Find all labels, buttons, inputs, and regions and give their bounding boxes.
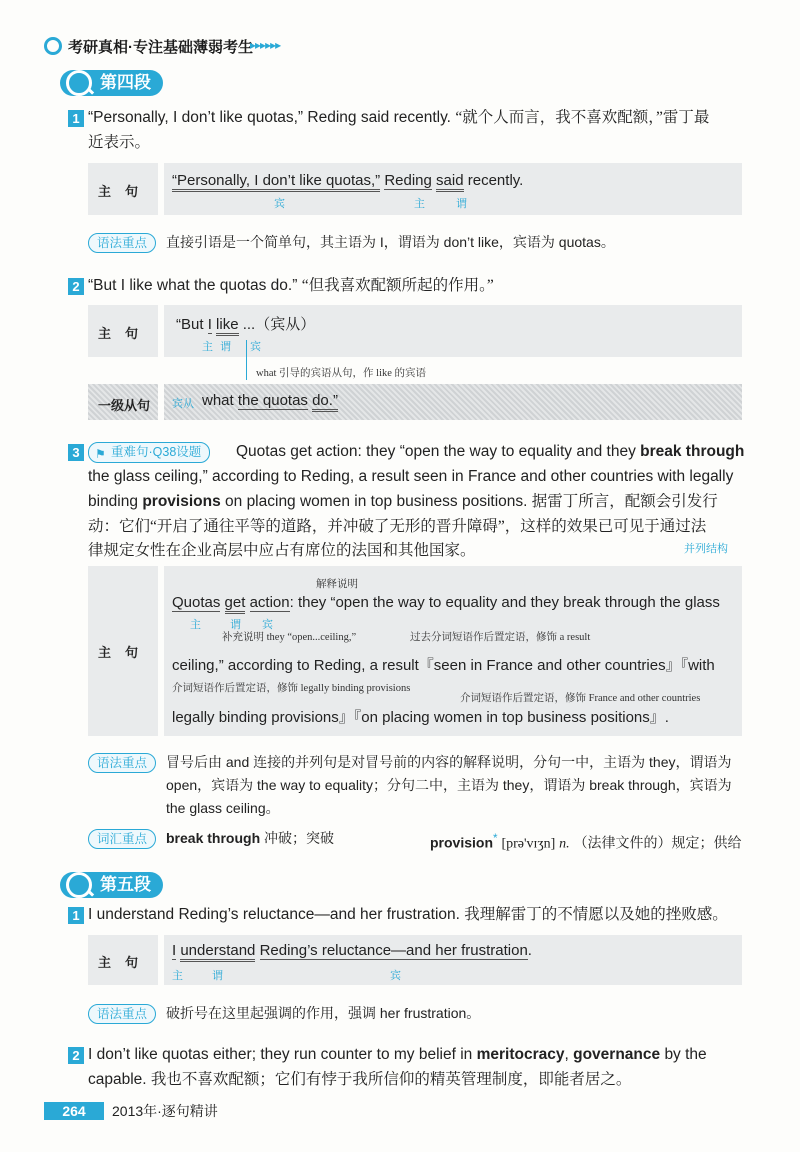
sentence-text: “But I like what the quotas do.” “但我喜欢配额所起的作用。” [88, 277, 494, 294]
grammar-note: the glass ceiling。 [166, 800, 280, 816]
section-tag-4: 第四段 [60, 70, 163, 96]
sentence-text-line2: capable. 我也不喜欢配额；它们有悖于我所信仰的精英管理制度，即能者居之。 [88, 1071, 632, 1088]
role-predicate: 谓 [230, 619, 241, 631]
box-label-cell: 一级从句 [88, 384, 158, 420]
analysis-box [164, 305, 742, 357]
sentence-translation: 律规定女性在企业高层中应占有席位的法国和其他国家。 [88, 542, 476, 559]
sentence-text-line1: Quotas get action: they “open the way to equality and they break through [236, 443, 745, 460]
analysis-box [164, 566, 742, 736]
past-participle-note: 过去分词短语作后置定语，修饰 a result [410, 632, 591, 643]
sentence-number: 2 [68, 1047, 84, 1064]
sentence-translation: 动：它们“开启了通往平等的道路，并冲破了无形的晋升障碍”，这样的效果已可见于通过法 [88, 518, 707, 535]
role-subject: 主 [414, 198, 425, 210]
sentence-text: I understand Reding’s reluctance—and her frustration. 我理解雷丁的不情愿以及她的挫败感。 [88, 906, 728, 923]
analysis-box [164, 163, 742, 215]
flag-icon: ⚑ [95, 447, 106, 461]
grammar-tag: 语法重点 [88, 233, 156, 253]
analysis-sentence: “Personally, I don’t like quotas,” Reding said recently. [172, 172, 523, 189]
analysis-box [164, 935, 742, 985]
box-label-cell: 主句 [88, 566, 158, 736]
subclause-sentence: what the quotas do.” [202, 392, 338, 409]
vocab-tag: 词汇重点 [88, 829, 156, 849]
header-arrows: ▸▸▸▸▸▸ [250, 38, 281, 52]
sentence-number: 1 [68, 907, 84, 924]
grammar-tag: 语法重点 [88, 1004, 156, 1024]
role-predicate: 谓 [212, 970, 223, 982]
parallel-note: 并列结构 [684, 543, 728, 555]
arrow-line [246, 340, 247, 380]
sentence-number: 2 [68, 278, 84, 295]
prep-note-2: 介词短语作后置定语，修饰 France and other countries [460, 693, 701, 704]
grammar-note: 直接引语是一个简单句，其主语为 I，谓语为 don’t like，宾语为 quotas。 [166, 234, 615, 250]
analysis-sentence: I understand Reding’s reluctance—and her frustration. [172, 942, 532, 959]
box-label-cell: 主句 [88, 163, 158, 215]
analysis-row3: legally binding provisions』『on placing women in top business positions』. [172, 709, 669, 726]
sentence-text-line2: the glass ceiling,” according to Reding, a result seen in France and other countries with legally [88, 468, 734, 485]
brand-logo-icon [44, 37, 62, 55]
key-sentence-tag: ⚑ 重难句·Q38设题 [88, 442, 210, 463]
grammar-note: open，宾语为 the way to equality；分句二中，主语为 they，谓语为 break through，宾语为 [166, 777, 732, 793]
search-icon [66, 70, 92, 96]
prep-note-1: 介词短语作后置定语，修饰 legally binding provisions [172, 683, 411, 694]
footer-title: 2013年·逐句精讲 [112, 1103, 218, 1119]
vocab-entry-2: provision* [prə'vɪʒn] n. （法律文件的）规定；供给 [430, 832, 742, 852]
sentence-text: “Personally, I don’t like quotas,” Reding said recently. “就个人而言，我不喜欢配额，”雷丁最 [88, 109, 710, 126]
sentence-translation: 近表示。 [88, 134, 151, 151]
section-tag-5: 第五段 [60, 872, 163, 898]
explain-note: 解释说明 [316, 579, 358, 590]
sentence-number: 3 [68, 444, 84, 461]
analysis-row2: ceiling,” according to Reding, a result『seen in France and other countries』『with [172, 657, 715, 674]
role-subject: 主 [190, 619, 201, 631]
analysis-row1: Quotas get action: they “open the way to equality and they break through the glass [172, 594, 720, 611]
role-subject: 主 [172, 970, 183, 982]
box-label-cell: 主句 [88, 305, 158, 357]
role-subject: 主 [202, 341, 213, 353]
box-label-cell: 主句 [88, 935, 158, 985]
vocab-entry-1: break through 冲破；突破 [166, 830, 335, 847]
analysis-sentence: “But I like ...（宾从） [176, 313, 315, 334]
clause-note: what 引导的宾语从句，作 like 的宾语 [256, 368, 427, 379]
header-title: 考研真相·专注基础薄弱考生 [68, 39, 253, 56]
role-object: 宾 [250, 341, 261, 353]
supplement-note: 补充说明 they “open...ceiling,” [222, 632, 357, 643]
sentence-text-line3: binding provisions on placing women in top business positions. 据雷丁所言，配额会引发行 [88, 493, 718, 510]
role-predicate: 谓 [456, 198, 467, 210]
sentence-text-line1: I don’t like quotas either; they run counter to my belief in meritocracy, governance by the [88, 1046, 707, 1063]
role-predicate: 谓 [220, 341, 231, 353]
role-object: 宾 [262, 619, 273, 631]
role-object: 宾 [274, 198, 285, 210]
page-number: 264 [44, 1102, 104, 1120]
search-icon [66, 872, 92, 898]
grammar-note: 冒号后由 and 连接的并列句是对冒号前的内容的解释说明，分句一中，主语为 they，谓语为 [166, 754, 732, 770]
grammar-tag: 语法重点 [88, 753, 156, 773]
subclause-box: 宾从 what the quotas do.” [164, 384, 742, 420]
sentence-number: 1 [68, 110, 84, 127]
role-object: 宾 [390, 970, 401, 982]
grammar-note: 破折号在这里起强调的作用，强调 her frustration。 [166, 1005, 481, 1021]
